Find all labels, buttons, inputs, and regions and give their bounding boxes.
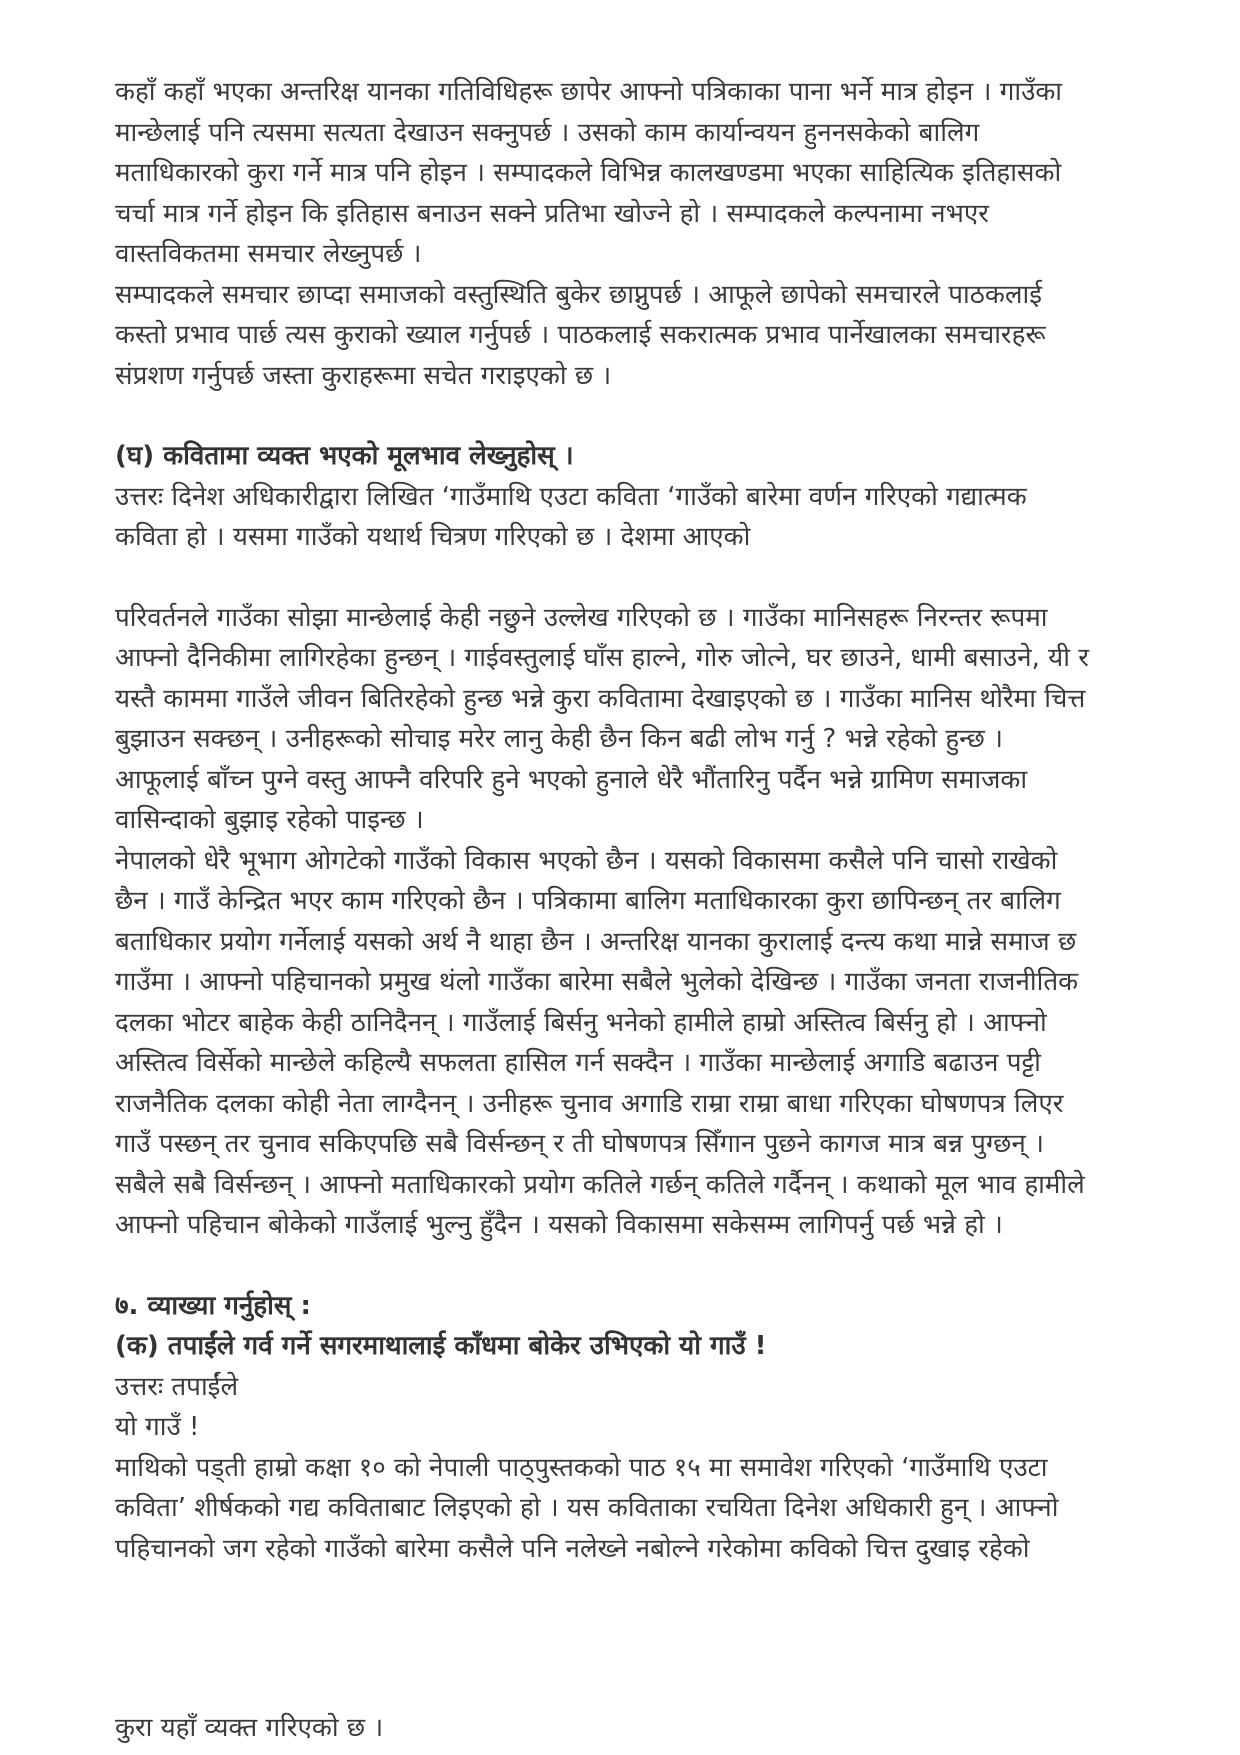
answer-ka (115, 1367, 1175, 1448)
text-line: संप्रशण गर्नुपर्छ जस्ता कुराहरूमा सचेत गराइएको छ । (115, 360, 612, 391)
text-line: राजनैतिक दलका कोही नेता लाग्दैनन् । उनीहरू चुनाव अगाडि राम्रा राम्रा बाधा गरिएका घोषणपत्र लिएर (115, 1088, 1064, 1119)
question-ka-heading: (क) तपाईंले गर्व गर्ने सगरमाथालाई काँधमा बोकेर उभिएको यो गाउँ ! (115, 1331, 767, 1361)
text-line: वासिन्दाको बुझाइ रहेको पाइन्छ । (115, 805, 424, 835)
text-line: आफूलाई बाँच्न पुग्ने वस्तु आफ्नै वरिपरि हुने भएको हुनाले धेरै भौंतारिनु पर्दैन भन्ने ग्रामिण समाजका (115, 764, 1028, 795)
text-line: यस्तै काममा गाउँले जीवन बितिरहेको हुन्छ भन्ने कुरा कवितामा देखाइएको छ । गाउँका मानिस थोरैमा चित्त (115, 683, 1086, 714)
text-line: वास्तविकतमा समचार लेख्नुपर्छ । (115, 239, 422, 269)
paragraph-village-life (115, 598, 1175, 841)
text-line: नेपालको धेरै भूभाग ओगटेको गाउँको विकास भएको छैन । यसको विकासमा कसैले पनि चासो राखेको (115, 845, 1058, 876)
text-line: पहिचानको जग रहेको गाउँको बारेमा कसैले पनि नलेख्ने नबोल्ने गरेकोमा कविको चित्त दुखाइ रहेको (115, 1533, 1030, 1564)
text-line: कुरा यहाँ व्यक्त गरिएको छ । (115, 1713, 384, 1743)
spacer (115, 558, 1175, 598)
text-line: अस्तित्व विर्सेको मान्छेले कहिल्यै सफलता हासिल गर्न सक्दैन । गाउँका मान्छेलाई अगाडि बढाउन पट्टी (115, 1048, 1041, 1078)
text-line: कस्तो प्रभाव पार्छ त्यस कुराको ख्याल गर्नुपर्छ । पाठकलाई सकरात्मक प्रभाव पार्नेखालका समचारहरू (115, 320, 1046, 350)
text-line: गाउँ पस्छन् तर चुनाव सकिएपछि सबै विर्सन्छन् र ती घोषणपत्र सिँगान पुछने कागज मात्र बन्न पुग्छन् । (115, 1129, 1044, 1159)
text-line: कविता हो । यसमा गाउँको यथार्थ चित्रण गरिएको छ । देशमा आएको (115, 522, 751, 552)
text-line: चर्चा मात्र गर्ने होइन कि इतिहास बनाउन सक्ने प्रतिभा खोज्ने हो । सम्पादकले कल्पनामा नभएर (115, 198, 989, 229)
text-line: उत्तरः तपाईंले (115, 1371, 239, 1402)
paragraph-editor-responsibility (115, 275, 1175, 397)
text-line: आफ्नो पहिचान बोकेको गाउँलाई भुल्नु हुँदैन । यसको विकासमा सकेसम्म लागिपर्नु पर्छ भन्ने हो । (115, 1210, 1003, 1240)
text-line: माथिको पड्ती हाम्रो कक्षा १० को नेपाली पाठ्पुस्तकको पाठ १५ मा समावेश गरिएको ‘गाउँमाथि एउटा (115, 1452, 1048, 1483)
text-line: बुझाउन सक्छन् । उनीहरूको सोचाइ मरेर लानु केही छैन किन बढी लोभ गर्नु ? भन्ने रहेको हुन्छ । (115, 724, 1003, 754)
text-line: उत्तरः दिनेश अधिकारीद्वारा लिखित ‘गाउँमाथि एउटा कविता ‘गाउँको बारेमा वर्णन गरिएको गद्यात्मक (115, 481, 1027, 512)
text-line: गाउँमा । आफ्नो पहिचानको प्रमुख थंलो गाउँका बारेमा सबैले भुलेको देखिन्छ । गाउँका जनता राजनीतिक (115, 967, 1079, 997)
paragraph-village-development (115, 841, 1175, 1246)
question-gha-heading: (घ) कवितामा व्यक्त भएको मूलभाव लेख्नुहोस् । (115, 441, 574, 471)
spacer (115, 1246, 1175, 1286)
text-line: यो गाउँ ! (115, 1412, 200, 1442)
text-line: बताधिकार प्रयोग गर्नेलाई यसको अर्थ नै थाहा छैन । अन्तरिक्ष यानका कुरालाई दन्त्य कथा मान्ने समाज छ (115, 926, 1077, 957)
answer-gha-intro (115, 477, 1175, 558)
text-line: कहाँ कहाँ भएका अन्तरिक्ष यानका गतिविधिहरू छापेर आफ्नो पत्रिकाका पाना भर्ने मात्र होइन । गाउँका (115, 77, 1063, 107)
paragraph-explanation (115, 1448, 1175, 1570)
text-line: दलका भोटर बाहेक केही ठानिदैनन् । गाउँलाई बिर्सनु भनेको हामीले हाम्रो अस्तित्व बिर्सनु हो । आफ्नो (115, 1007, 1047, 1038)
spacer (115, 396, 1175, 436)
text-line: छैन । गाउँ केन्द्रित भएर काम गरिएको छैन । पत्रिकामा बालिग मताधिकारका कुरा छापिन्छन् तर बालिग (115, 886, 1061, 916)
paragraph-editor-duties (115, 72, 1175, 275)
section-7-heading: ७. व्याख्या गर्नुहोस् : (115, 1290, 311, 1321)
text-line: सम्पादकले समचार छाप्दा समाजको वस्तुस्थिति बुकेर छाप्नुपर्छ । आफूले छापेको समचारले पाठकलाई (115, 279, 1042, 310)
text-line: सबैले सबै विर्सन्छन् । आफ्नो मताधिकारको प्रयोग कतिले गर्छन् कतिले गर्दैनन् । कथाको मूल भाव हामीले (115, 1169, 1085, 1200)
text-line: कविता’ शीर्षकको गद्य कविताबाट लिइएको हो । यस कविताका रचयिता दिनेश अधिकारी हुन् । आफ्नो (115, 1493, 1059, 1523)
document-page (115, 72, 1175, 1569)
text-line: आफ्नो दैनिकीमा लागिरहेका हुन्छन् । गाईवस्तुलाई घाँस हाल्ने, गोरु जोत्ने, घर छाउने, धामी बसाउने, यी र (115, 643, 1089, 673)
cut-off-line (115, 1713, 1115, 1755)
text-line: मान्छेलाई पनि त्यसमा सत्यता देखाउन सक्नुपर्छ । उसको काम कार्यान्वयन हुननसकेको बालिग (115, 117, 980, 148)
text-line: मताधिकारको कुरा गर्ने मात्र पनि होइन । सम्पादकले विभिन्न कालखण्डमा भएका साहित्यिक इतिहासको (115, 158, 1062, 188)
text-line: परिवर्तनले गाउँका सोझा मान्छेलाई केही नछुने उल्लेख गरिएको छ । गाउँका मानिसहरू निरन्तर रूपमा (115, 602, 1048, 633)
